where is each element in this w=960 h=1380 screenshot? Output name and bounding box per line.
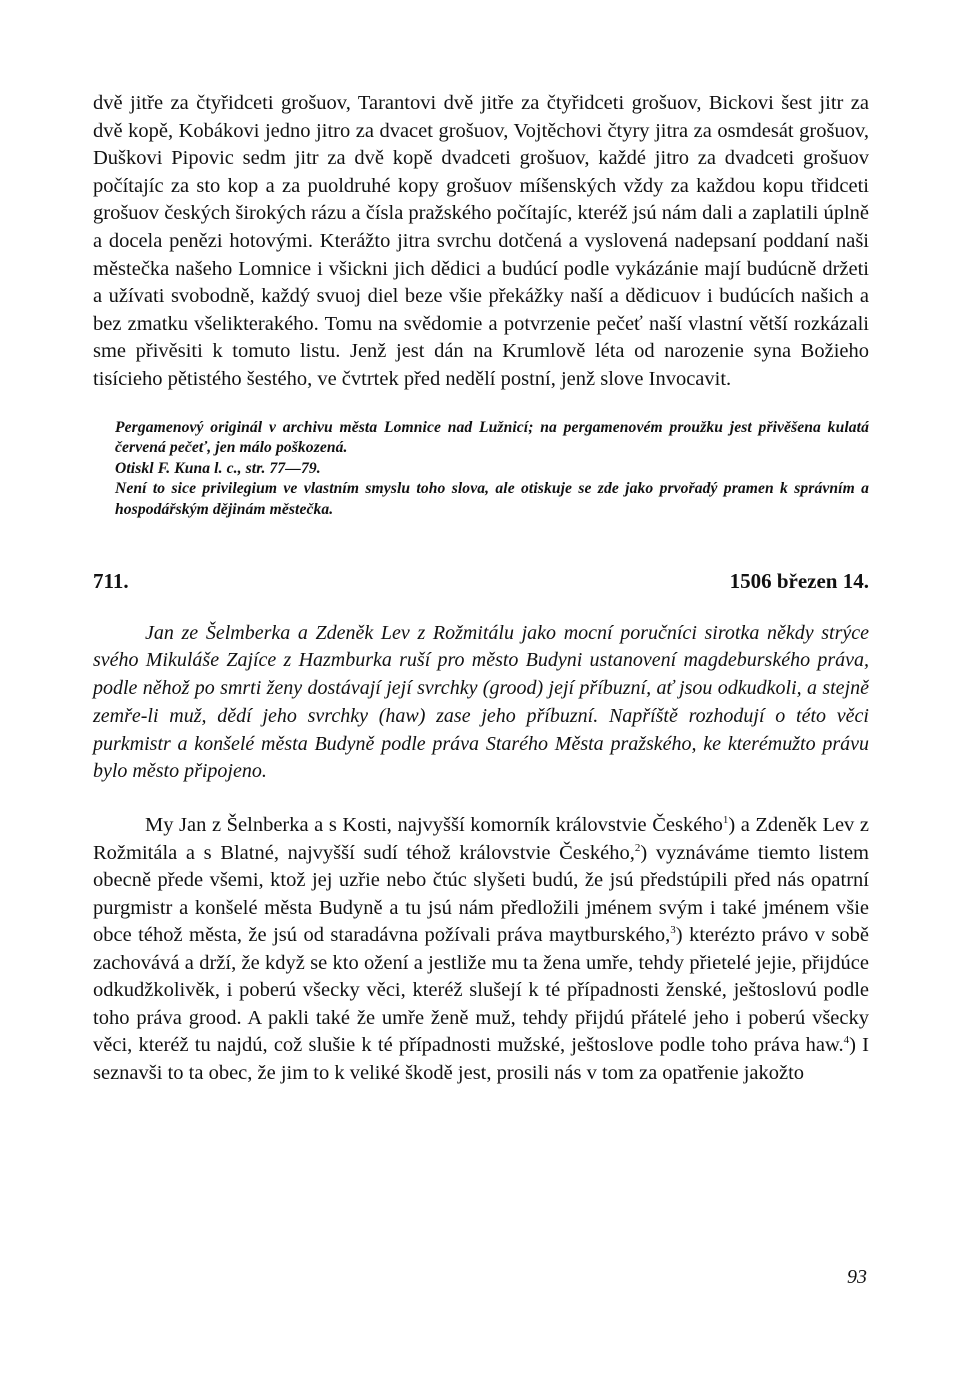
continuation-paragraph: dvě jitře za čtyřidceti grošuov, Tarantovi dvě jitře za čtyřidceti grošuov, Bickovi šest jitr za dvě kopě, Kobákovi jedno jitro za dvacet grošuov, Vojtěchovi čtyry jitra za osmdesát grošuov, Duškovi Pipovic sedm jitr za dvě kopě dvadceti grošuov, každé jitro za dvadceti grošuov počítajíc za sto kop a za puoldruhé kopy grošuov míšenských vždy za každou kopu třidceti grošuov českých širokých rázu a čísla pražského počítajíc, kteréž jsú nám dali a zaplatili úplně a docela penězi hotovými. Kterážto jitra svrchu dotčená a vyslovená nadepsaní poddaní naši městečka našeho Lomnice i všickni jich dědici a budúcí podle vykázánie mají budúcně držeti a užívati svobodně, každý svuoj diel beze všie překážky naší a dědicuov i budúcích našich a bez zmatku všelikterakého. Tomu na svědomie a potvrzenie pečeť naší vlastní větší rozkázali sme přivěsiti k tomuto listu. Jenž jest dán na Krumlově léta od narozenie syna Božieho tisícieho pětistého šestého, ve čvtrtek před nedělí postní, jenž slove Invocavit.	[93, 92, 869, 390]
body-text-segment: My Jan z Šelnberka a s Kosti, najvyšší komorník královstvie Českého	[145, 814, 723, 837]
body-text-segment: ) I seznavši to ta obec, že jim to k veliké škodě jest, prosili nás v tom za opatřenie jakožto	[93, 1034, 870, 1084]
footnote-marker: 4	[843, 1034, 850, 1047]
source-note: Pergamenový originál v archivu města Lomnice nad Lužnicí; na pergamenovém proužku jest přivěšena kulatá červená pečeť, jen málo poškozená.	[115, 418, 869, 457]
document-page	[93, 90, 869, 1087]
body-text-segment: ) a Zdeněk Lev z Rožmitála a s Blatné, najvyšší sudí téhož královstvie Českého,	[93, 814, 869, 864]
page-number: 93	[847, 1266, 867, 1288]
footnote-marker: 2	[634, 841, 641, 854]
document-date: 1506 březen 14.	[729, 568, 869, 593]
editorial-notes	[93, 418, 869, 521]
document-number: 711.	[93, 568, 129, 593]
document-header	[93, 568, 869, 594]
body-text-segment: ) kterézto právo v sobě zachovává a drží, že když se kto ožení a jestliže mu ta žena umře, tehdy přietelé jejie, přijdúce odkudžkolivěk, i poberú všecky věci, kteréž slušejí k té případnosti ženské, ještoslovú podle toho práva grood. A pakli také že umře ženě muž, tehdy přijdú přátelé jeho i poberú všecky věci, kteréž tu najdú, což slušie k té případnosti mužské, ještoslove podle toho práva haw.	[93, 924, 869, 1057]
comment-note: Není to sice privilegium ve vlastním smyslu toho slova, ale otiskuje se zde jako prvořadý pramen k správním a hospodářským dějinám městečka.	[115, 480, 869, 518]
footnote-marker: 1	[722, 814, 729, 827]
document-body	[93, 812, 869, 1087]
body-text-segment: ) vyznáváme tiemto listem obecně přede všemi, ktož jej uzřie nebo čtúc slyšeti budú, že jsú předstúpili před nás opatrní purgmistr a konšelé města Budyně a tu jsú nám předložili jménem svým i také jménem všie obce téhož města, že jsú od staradávna požívali práva maytburského,	[93, 841, 869, 947]
document-regest: Jan ze Šelmberka a Zdeněk Lev z Rožmitálu jako mocní poručníci sirotka někdy strýce svého Mikuláše Zajíce z Hazmburka ruší pro město Budyni ustanovení magdeburského práva, podle něhož po smrti ženy dostávají její svrchky (grood) její příbuzní, ať jsou odkudkoli, a stejně zemře-li muž, dědí jeho svrchky (haw) zase jeho příbuzní. Napříště rozhodují o této věci purkmistr a konšelé města Budyně podle práva Starého Města pražského, ke kterémužto právu bylo město připojeno.	[93, 621, 869, 783]
footnote-marker: 3	[670, 924, 676, 937]
print-reference-note: Otiskl F. Kuna l. c., str. 77—79.	[115, 459, 321, 477]
